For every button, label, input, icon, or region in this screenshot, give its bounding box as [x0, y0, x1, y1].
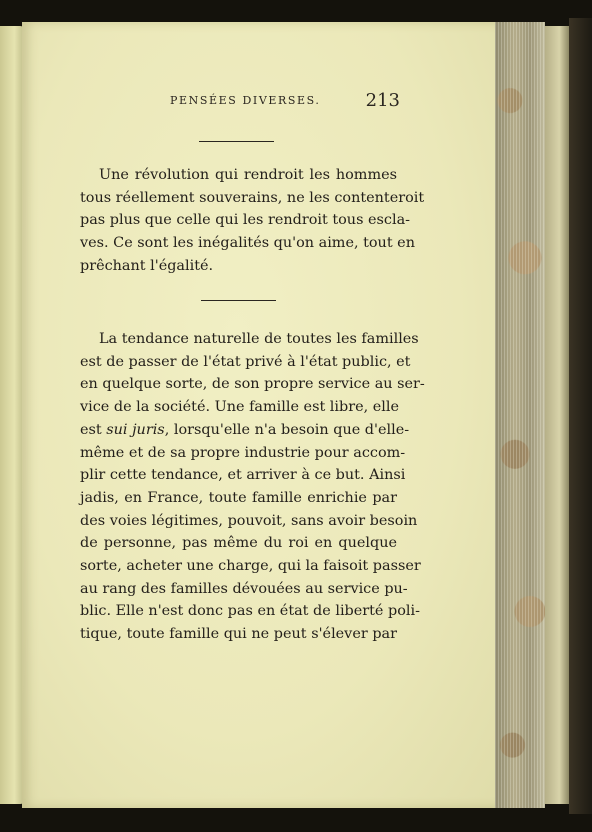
text-line: La tendance naturelle de toutes les familles	[99, 331, 419, 347]
text-fragment: , lorsqu'elle n'a besoin que d'elle-	[164, 421, 410, 438]
text-line: plir cette tendance, et arriver à ce but. Ainsi	[80, 467, 406, 484]
paragraph-revolution	[80, 164, 425, 278]
book-cover	[569, 18, 592, 814]
text-line: tous réellement souverains, ne les contenteroit	[80, 189, 425, 206]
text-line: sorte, acheter une charge, qui la faisoit passer	[80, 558, 421, 575]
paragraph-tendance	[80, 328, 425, 646]
running-head	[90, 92, 400, 112]
marbled-fore-edge	[495, 22, 545, 808]
text-line: tique, toute famille qui ne peut s'élever par	[80, 626, 397, 643]
section-rule-top	[199, 141, 274, 142]
text-line: en quelque sorte, de son propre service au ser-	[80, 376, 425, 393]
page-number: 213	[365, 90, 400, 111]
text-line: au rang des familles dévouées au service pu-	[80, 580, 408, 597]
text-line: Une révolution qui rendroit les hommes	[99, 167, 397, 183]
section-rule-middle	[201, 300, 276, 301]
text-line: vice de la société. Une famille est libre, elle	[80, 399, 400, 416]
text-line: blic. Elle n'est donc pas en état de liberté poli-	[80, 603, 420, 620]
text-line: jadis, en France, toute famille enrichie par	[80, 489, 397, 506]
text-line: pas plus que celle qui les rendroit tous escla-	[80, 212, 411, 229]
text-line: est de passer de l'état privé à l'état public, et	[80, 353, 411, 370]
text-line: de personne, pas même du roi en quelque	[80, 535, 397, 552]
running-title: PENSÉES DIVERSES.	[170, 94, 321, 107]
text-line: ves. Ce sont les inégalités qu'on aime, tout en	[80, 235, 415, 252]
text-line: des voies légitimes, pouvoit, sans avoir besoin	[80, 512, 418, 529]
italic-phrase: sui juris	[106, 421, 165, 438]
text-line	[80, 419, 410, 442]
text-line: prêchant l'égalité.	[80, 257, 214, 274]
text-fragment: est	[80, 421, 107, 438]
text-line: même et de sa propre industrie pour accom-	[80, 444, 406, 461]
endpaper-edge	[545, 26, 569, 804]
